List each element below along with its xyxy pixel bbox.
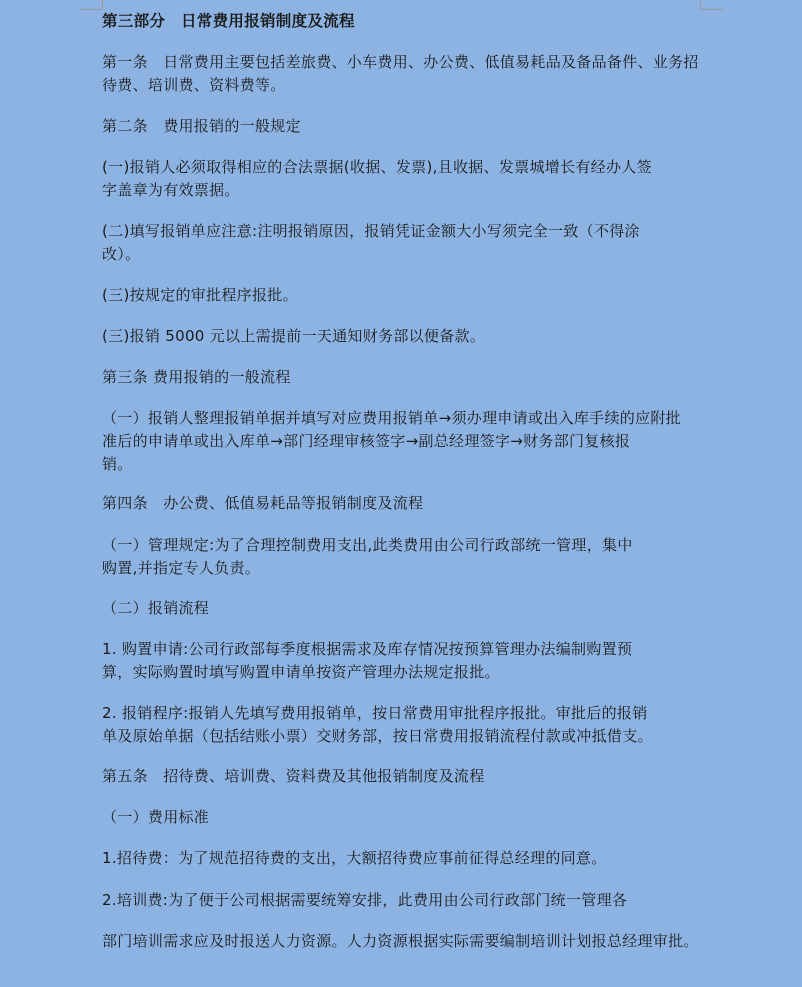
paragraph-line: (三)报销 5000 元以上需提前一天通知财务部以便备款。 — [102, 327, 486, 345]
article-heading: 第三条 费用报销的一般流程 — [102, 368, 291, 386]
paragraph-line: 购置,并指定专人负责。 — [102, 559, 261, 577]
article-heading: 第四条 办公费、低值易耗品等报销制度及流程 — [102, 494, 424, 512]
paragraph-line: 改）。 — [102, 245, 141, 263]
section-title: 第三部分 日常费用报销制度及流程 — [102, 12, 355, 30]
subsection-heading: （二）报销流程 — [102, 599, 210, 617]
paragraph-line: 2.培训费:为了便于公司根据需要统筹安排，此费用由公司行政部门统一管理各 — [102, 891, 628, 909]
paragraph-line: 字盖章为有效票据。 — [102, 181, 240, 199]
paragraph-line: 算，实际购置时填写购置申请单按资产管理办法规定报批。 — [102, 663, 500, 681]
corner-crop-mark — [700, 0, 723, 10]
paragraph-line: 部门培训需求应及时报送人力资源。人力资源根据实际需要编制培训计划报总经理审批。 — [102, 932, 699, 950]
paragraph-line: （一）管理规定:为了合理控制费用支出,此类费用由公司行政部统一管理，集中 — [102, 536, 633, 554]
corner-crop-mark — [80, 0, 103, 10]
paragraph-line: 销。 — [102, 455, 133, 473]
paragraph-line: (二)填写报销单应注意:注明报销原因，报销凭证金额大小写须完全一致（不得涂 — [102, 222, 640, 240]
paragraph-line: (三)按规定的审批程序报批。 — [102, 286, 298, 304]
paragraph-line: 准后的申请单或出入库单→部门经理审核签字→副总经理签字→财务部门复核报 — [102, 432, 631, 450]
article-heading: 第五条 招待费、培训费、资料费及其他报销制度及流程 — [102, 767, 485, 785]
paragraph-line: 1. 购置申请:公司行政部每季度根据需求及库存情况按预算管理办法编制购置预 — [102, 640, 633, 658]
paragraph-line: 待费、培训费、资料费等。 — [102, 76, 286, 94]
subsection-heading: （一）费用标准 — [102, 808, 210, 826]
paragraph-line: 1.招待费：为了规范招待费的支出，大额招待费应事前征得总经理的同意。 — [102, 849, 607, 867]
paragraph-line: （一）报销人整理报销单据并填写对应费用报销单→须办理申请或出入库手续的应附批 — [102, 409, 681, 427]
paragraph-line: 单及原始单据（包括结账小票）交财务部，按日常费用报销流程付款或冲抵借支。 — [102, 727, 653, 745]
paragraph-line: 第一条 日常费用主要包括差旅费、小车费用、办公费、低值易耗品及备品备件、业务招 — [102, 53, 699, 71]
paragraph-line: 2. 报销程序:报销人先填写费用报销单，按日常费用审批程序报批。审批后的报销 — [102, 704, 648, 722]
article-heading: 第二条 费用报销的一般规定 — [102, 117, 301, 135]
paragraph-line: (一)报销人必须取得相应的合法票据(收据、发票),且收据、发票城增长有经办人签 — [102, 158, 652, 176]
